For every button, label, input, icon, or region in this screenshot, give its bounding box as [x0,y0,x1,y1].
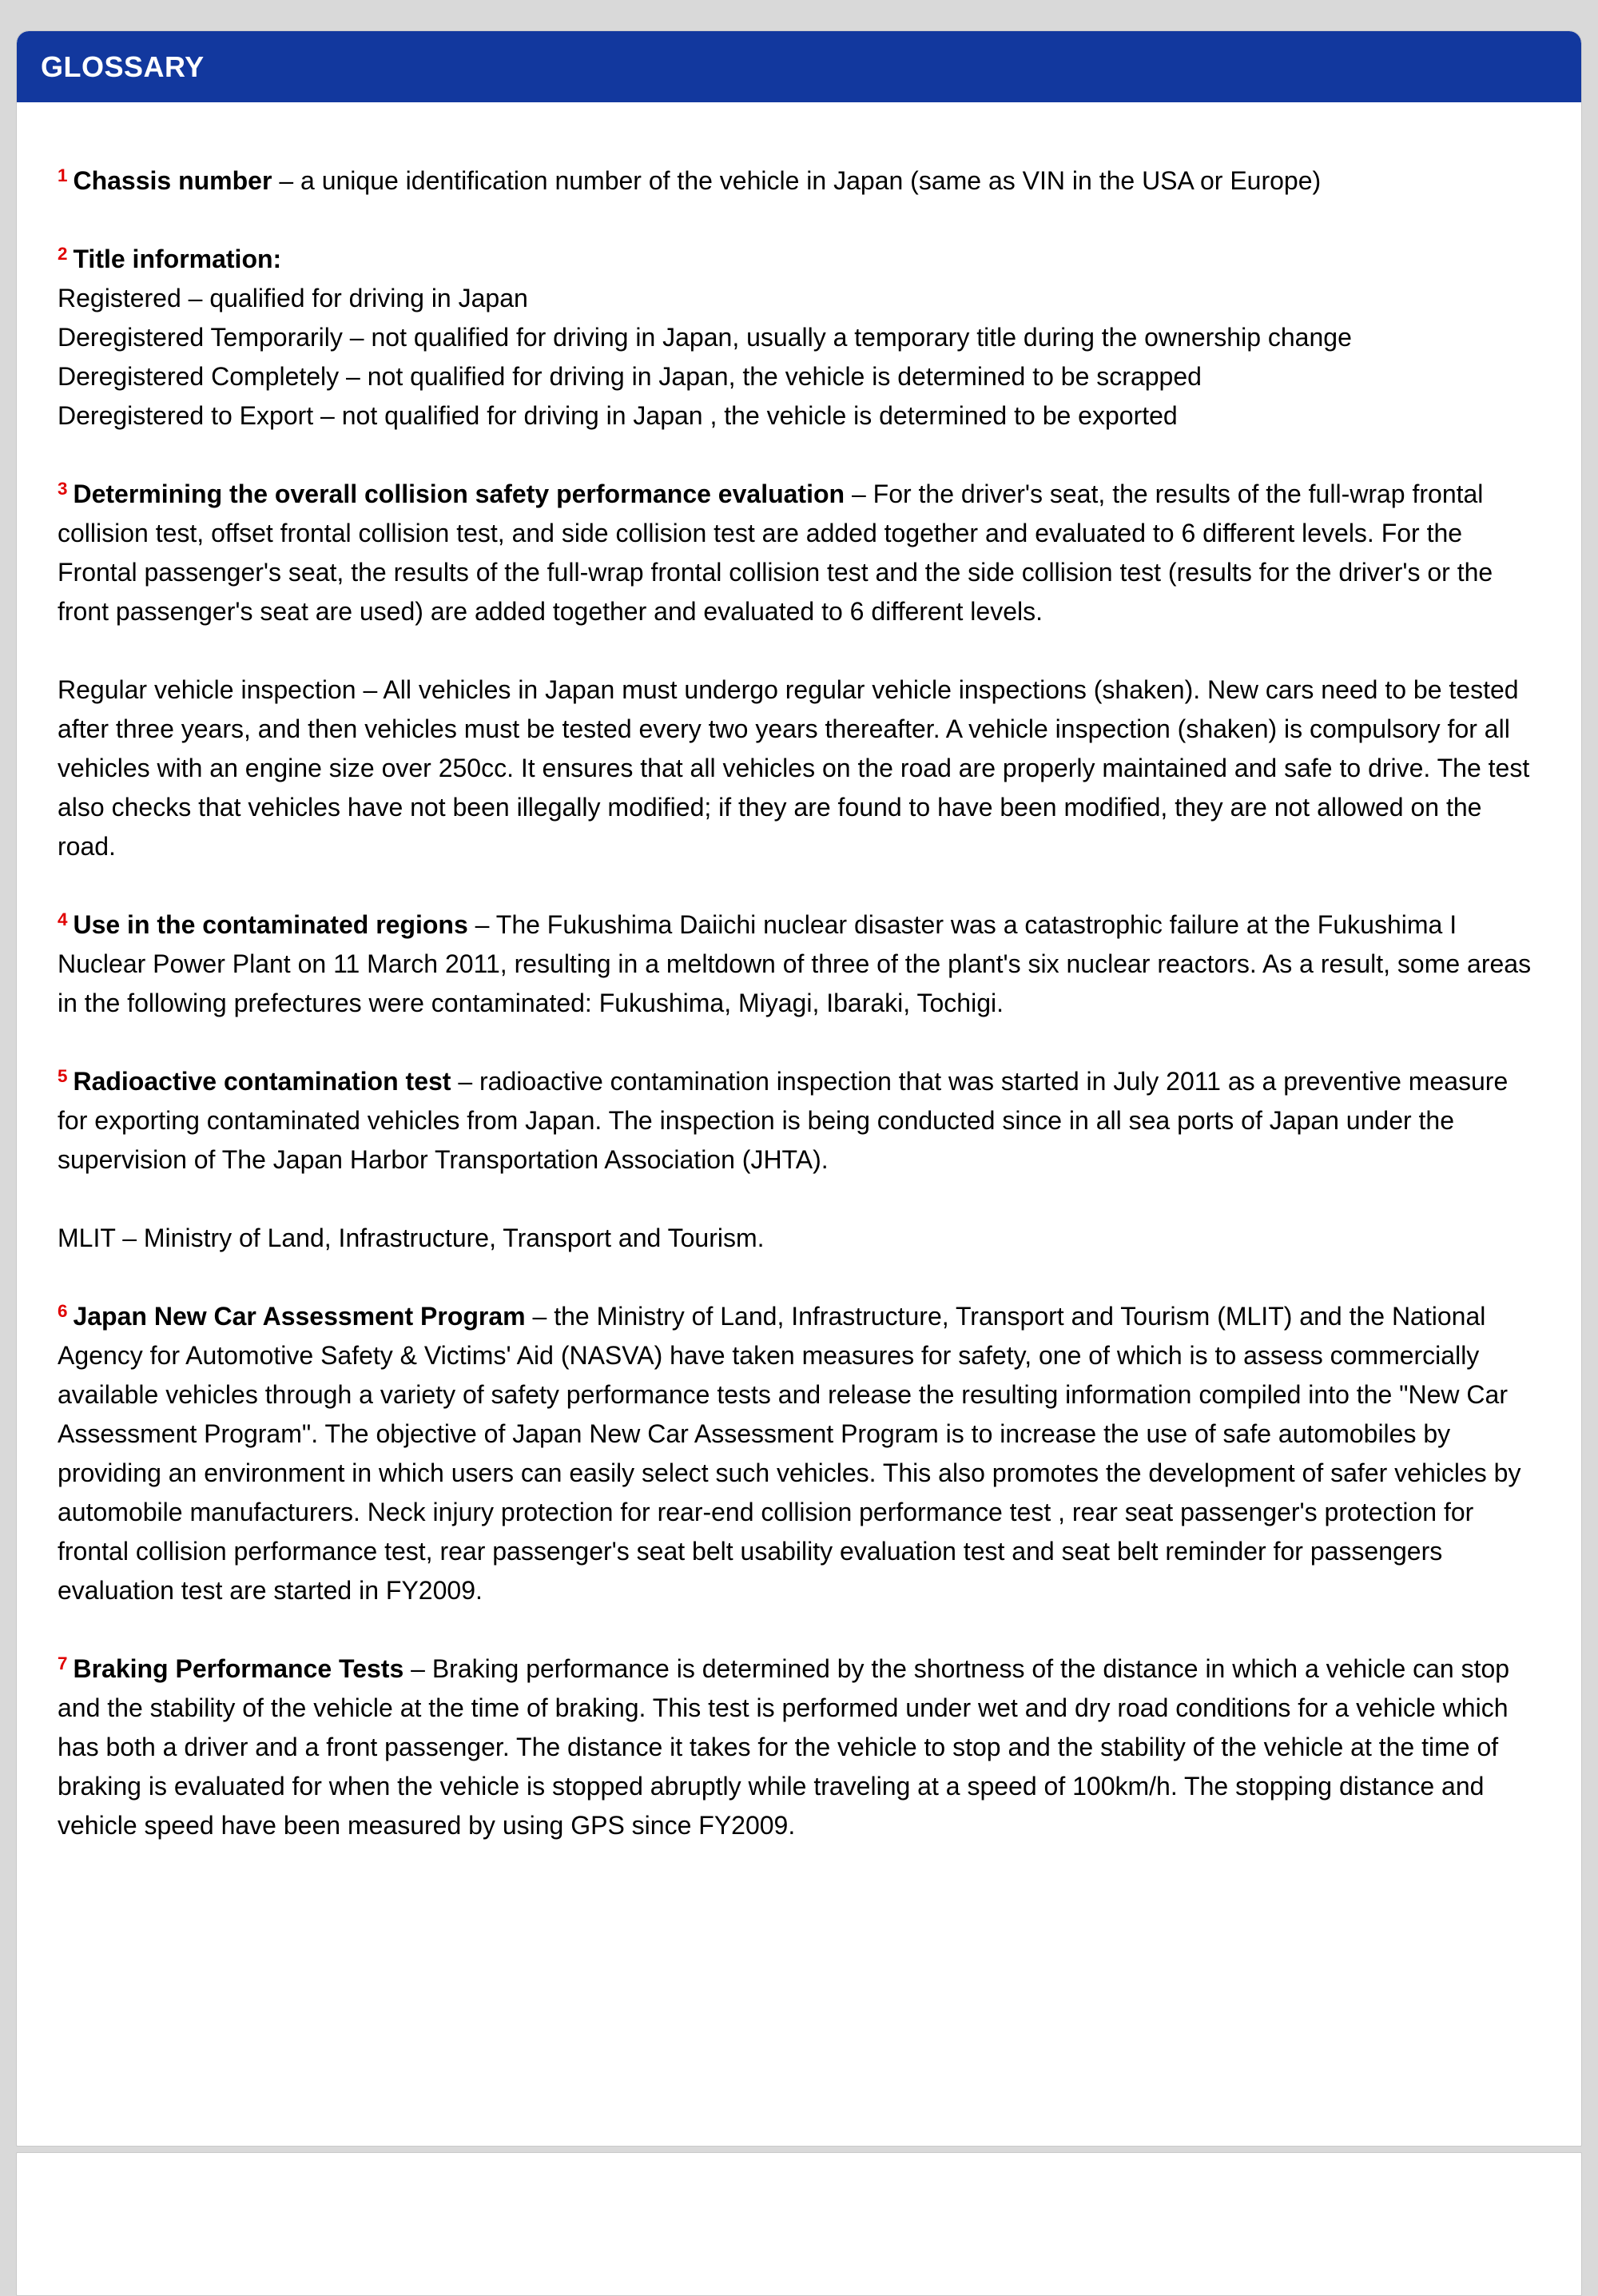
entry-text: Regular vehicle inspection – All vehicles in Japan must undergo regular vehicle inspections (shaken). New cars need to be tested after three years, and then vehicles must be tested every two years thereafter. A vehicle inspection (shaken) is compulsory for all vehicles with an engine size over 250cc. It ensures that all vehicles on the road are properly maintained and safe to drive. The test also checks that vehicles have not been illegally modified; if they are found to have been modified, they are not allowed on the road. [58,675,1530,861]
entry-text: MLIT – Ministry of Land, Infrastructure, Transport and Tourism. [58,1224,765,1252]
entry-line: Deregistered Completely – not qualified for driving in Japan, the vehicle is determined to be scrapped [58,362,1202,391]
entry-number: 3 [58,478,68,499]
entry-term: Determining the overall collision safety performance evaluation [73,479,845,508]
glossary-entry [58,240,1537,436]
entry-number: 2 [58,243,68,264]
entry-text: – the Ministry of Land, Infrastructure, Transport and Tourism (MLIT) and the National Agency for Automotive Safety & Victims' Aid (NASVA) have taken measures for safety, one of which is to assess commercially available vehicles through a variety of safety performance tests and release the resulting information compiled into the "New Car Assessment Program". The objective of Japan New Car Assessment Program is to increase the use of safe automobiles by providing an environment in which users can easily select such vehicles. This also promotes the development of safer vehicles by automobile manufacturers. Neck injury protection for rear-end collision performance test , rear seat passenger's protection for frontal collision performance test, rear passenger's seat belt usability evaluation test and seat belt reminder for passengers evaluation test are started in FY2009. [58,1302,1521,1605]
entry-term: Chassis number [73,166,272,195]
entry-number: 5 [58,1065,68,1086]
next-section-card [16,2152,1582,2296]
glossary-entry [58,1297,1537,1610]
glossary-card [16,30,1582,2147]
glossary-entry [58,1062,1537,1180]
entry-term: Braking Performance Tests [73,1654,404,1683]
glossary-body [17,102,1581,1845]
entry-text: – radioactive contamination inspection that was started in July 2011 as a preventive measure for exporting contaminated vehicles from Japan. The inspection is being conducted since in all sea ports of Japan under the supervision of The Japan Harbor Transportation Association (JHTA). [58,1067,1509,1174]
glossary-entry [58,905,1537,1023]
entry-line: Deregistered to Export – not qualified for driving in Japan , the vehicle is determined to be exported [58,401,1178,430]
entry-text: – The Fukushima Daiichi nuclear disaster was a catastrophic failure at the Fukushima I Nuclear Power Plant on 11 March 2011, resulting in a meltdown of three of the plant's six nuclear reactors. As a result, some areas in the following prefectures were contaminated: Fukushima, Miyagi, Ibaraki, Tochigi. [58,910,1532,1017]
entry-term: Title information: [73,245,282,273]
entry-line: Deregistered Temporarily – not qualified for driving in Japan, usually a temporary title during the ownership change [58,323,1352,352]
page-title: GLOSSARY [41,50,205,83]
entry-number: 1 [58,165,68,185]
entry-line: Registered – qualified for driving in Japan [58,284,528,312]
entry-term: Radioactive contamination test [73,1067,451,1096]
entry-number: 6 [58,1300,68,1321]
glossary-entry [58,475,1537,631]
entry-number: 7 [58,1653,68,1673]
glossary-paragraph [58,670,1537,866]
entry-text: – Braking performance is determined by the shortness of the distance in which a vehicle can stop and the stability of the vehicle at the time of braking. This test is performed under wet and dry road conditions for a vehicle which has both a driver and a front passenger. The distance it takes for the vehicle to stop and the stability of the vehicle at the time of braking is evaluated for when the vehicle is stopped abruptly while traveling at a speed of 100km/h. The stopping distance and vehicle speed have been measured by using GPS since FY2009. [58,1654,1510,1840]
entry-term: Use in the contaminated regions [73,910,468,939]
entry-text: – For the driver's seat, the results of the full-wrap frontal collision test, offset frontal collision test, and side collision test are added together and evaluated to 6 different levels. For the Frontal passenger's seat, the results of the full-wrap frontal collision test and the side collision test (results for the driver's or the front passenger's seat are used) are added together and evaluated to 6 different levels. [58,479,1493,626]
glossary-entry [58,161,1537,201]
glossary-paragraph [58,1219,1537,1258]
glossary-entry [58,1649,1537,1845]
entry-text: – a unique identification number of the vehicle in Japan (same as VIN in the USA or Europe) [272,166,1322,195]
glossary-header-bar [17,31,1581,102]
entry-term: Japan New Car Assessment Program [73,1302,526,1331]
entry-number: 4 [58,909,68,929]
